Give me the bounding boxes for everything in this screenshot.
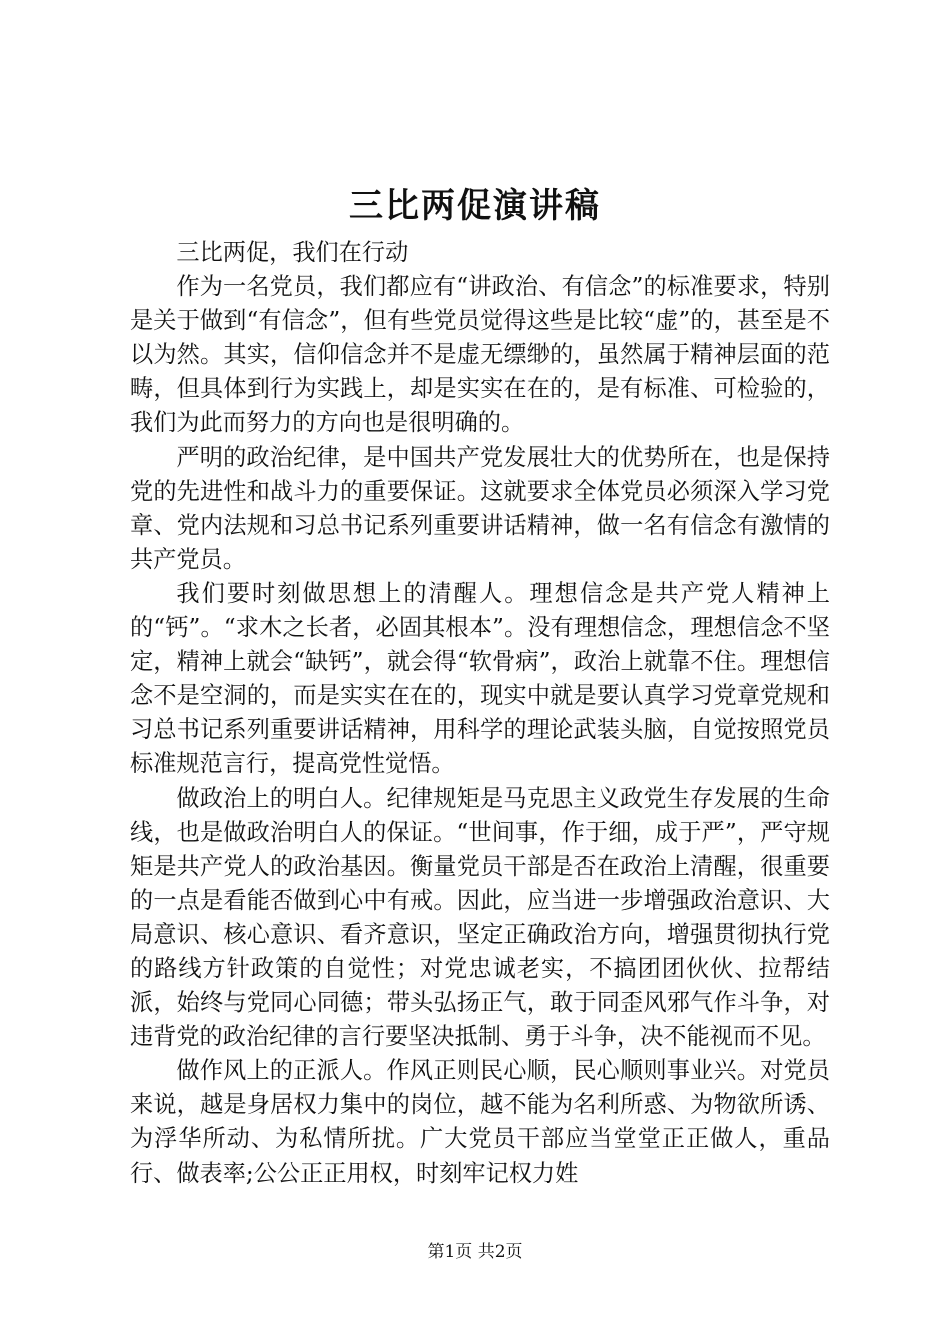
paragraph: 做政治上的明白人。纪律规矩是马克思主义政党生存发展的生命线，也是做政治明白人的保证。“世间事，作于细，成于严”，严守规矩是共产党人的政治基因。衡量党员干部是否在政治上清醒，很重要的一点是看能否做到心中有戒。因此，应当进一步增强政治意识、大局意识、核心意识、看齐意识，坚定正确政治方向，增强贯彻执行党的路线方针政策的自觉性；对党忠诚老实，不搞团团伙伙、拉帮结派，始终与党同心同德；带头弘扬正气，敢于同歪风邪气作斗争，对违背党的政治纪律的言行要坚决抵制、勇于斗争，决不能视而不见。: [130, 784, 830, 1051]
document-title: 三比两促演讲稿: [349, 186, 601, 226]
paragraph: 作为一名党员，我们都应有“讲政治、有信念”的标准要求，特别是关于做到“有信念”，但有些党员觉得这些是比较“虚”的，甚至是不以为然。其实，信仰信念并不是虚无缥缈的，虽然属于精神层面的范畴，但具体到行为实践上，却是实实在在的，是有标准、可检验的，我们为此而努力的方向也是很明确的。: [130, 273, 830, 437]
paragraph: 我们要时刻做思想上的清醒人。理想信念是共产党人精神上的“钙”。“求木之长者，必固其根本”。没有理想信念，理想信念不坚定，精神上就会“缺钙”，就会得“软骨病”，政治上就靠不住。理想信念不是空洞的，而是实实在在的，现实中就是要认真学习党章党规和习总书记系列重要讲话精神，用科学的理论武装头脑，自觉按照党员标准规范言行，提高党性觉悟。: [130, 579, 830, 778]
document-body: [130, 236, 830, 1191]
page-number-footer: 第1页 共2页: [427, 1242, 523, 1262]
paragraph-subtitle: 三比两促，我们在行动: [176, 239, 409, 266]
paragraph: 严明的政治纪律，是中国共产党发展壮大的优势所在，也是保持党的先进性和战斗力的重要保证。这就要求全体党员必须深入学习党章、党内法规和习总书记系列重要讲话精神，做一名有信念有激情的共产党员。: [130, 443, 830, 573]
paragraph: 做作风上的正派人。作风正则民心顺，民心顺则事业兴。对党员来说，越是身居权力集中的岗位，越不能为名利所惑、为物欲所诱、为浮华所动、为私情所扰。广大党员干部应当堂堂正正做人，重品行、做表率;公公正正用权，时刻牢记权力姓: [130, 1057, 830, 1187]
